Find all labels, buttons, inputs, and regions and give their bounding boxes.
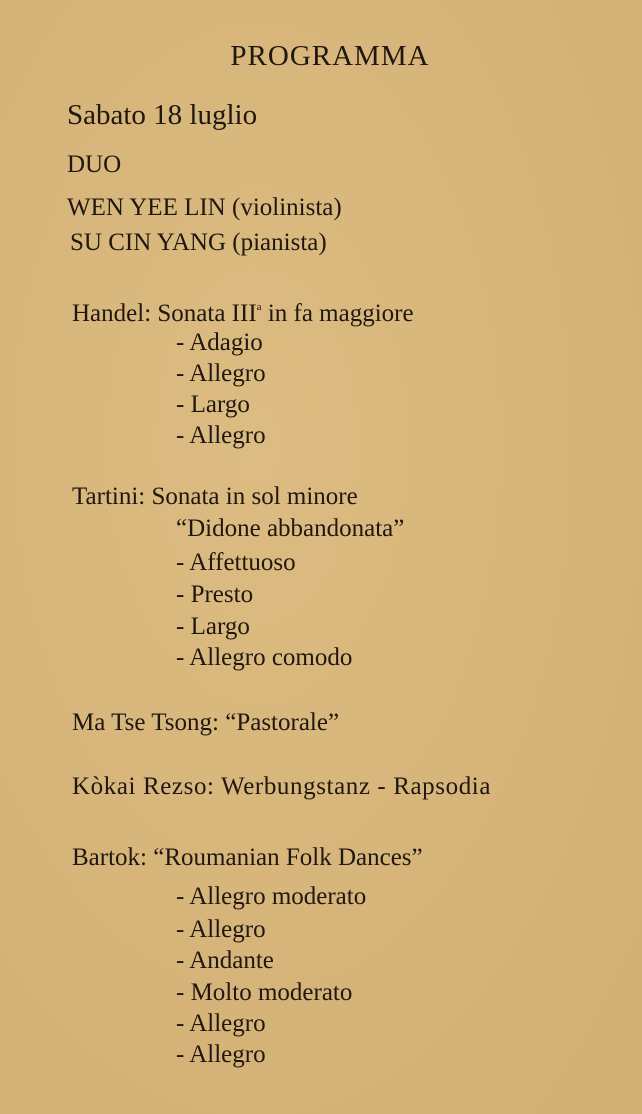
piece-ma-tse-tsong [72, 708, 339, 738]
composer-name: Kòkai Rezso: [72, 773, 215, 800]
ensemble-name: DUO [67, 151, 122, 178]
movement: - Adagio [176, 329, 263, 356]
piece-bartok [72, 843, 423, 873]
work-title: “Pastorale” [225, 709, 340, 736]
movement: - Andante [176, 947, 274, 974]
composer-name: Tartini: [72, 483, 146, 510]
composer-name: Ma Tse Tsong: [72, 709, 219, 736]
movement: - Allegro [176, 916, 266, 943]
piece-tartini [72, 482, 358, 512]
piece-handel [72, 292, 414, 329]
work-title: Sonata in sol minore [151, 483, 358, 510]
work-title: Werbungstanz - Rapsodia [221, 773, 492, 800]
movement: - Largo [176, 613, 250, 640]
performer-pianist: SU CIN YANG (pianista) [70, 229, 327, 256]
composer-name: Handel: [72, 300, 152, 327]
movement: - Presto [176, 581, 254, 608]
movement: - Allegro [176, 422, 266, 449]
concert-date: Sabato 18 luglio [67, 99, 258, 131]
program-title: PROGRAMMA [230, 40, 430, 72]
movement: - Affettuoso [176, 549, 296, 576]
movement: - Allegro comodo [176, 644, 353, 671]
movement: - Allegro [176, 1041, 266, 1068]
work-subtitle: “Didone abbandonata” [176, 515, 405, 542]
movement: - Allegro [176, 360, 266, 387]
movement: - Molto moderato [176, 979, 353, 1006]
movement: - Allegro moderato [176, 883, 367, 910]
work-title: “Roumanian Folk Dances” [153, 844, 423, 871]
movement: - Largo [176, 391, 250, 418]
work-title: Sonata III$^a$ in fa maggiore [157, 300, 414, 327]
movement: - Allegro [176, 1010, 266, 1037]
composer-name: Bartok: [72, 844, 147, 871]
piece-kokai-rezso [72, 772, 491, 802]
performer-violinist: WEN YEE LIN (violinista) [67, 194, 342, 221]
